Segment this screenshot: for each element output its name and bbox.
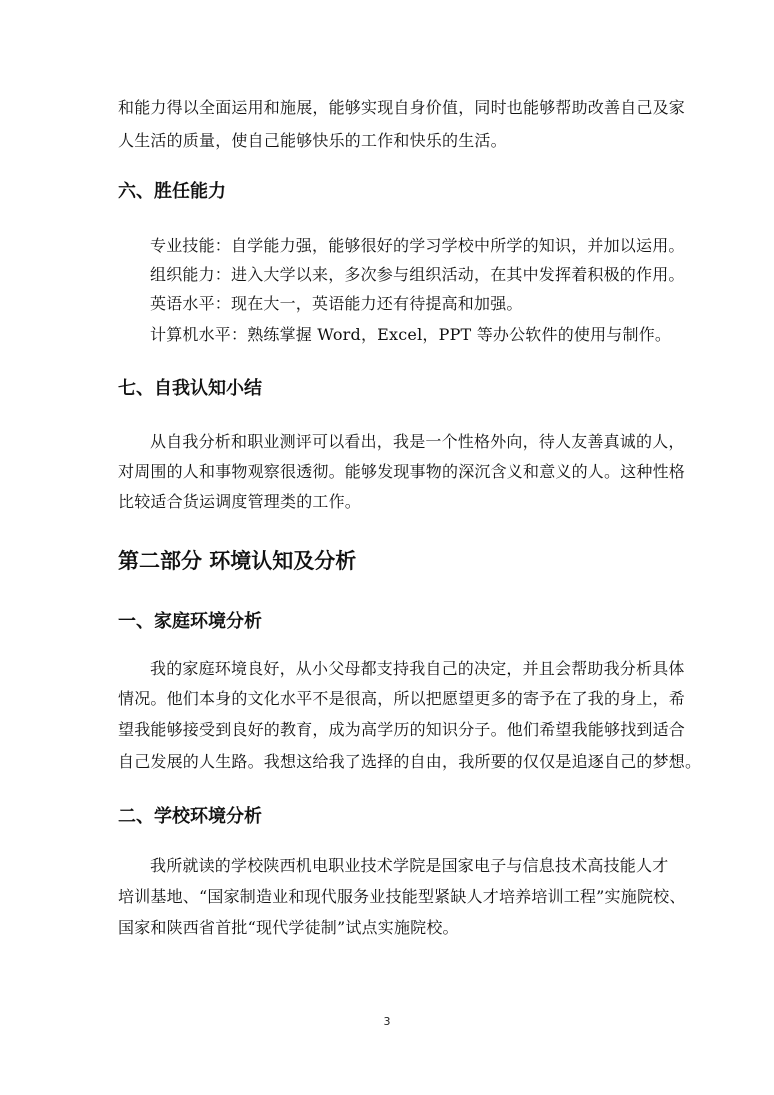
- paragraph-line: 人生活的质量，使自己能够快乐的工作和快乐的生活。: [118, 131, 507, 150]
- paragraph-line: 国家和陕西省首批“现代学徒制”试点实施院校。: [118, 918, 459, 937]
- list-item: 英语水平：现在大一，英语能力还有待提高和加强。: [150, 294, 523, 313]
- section-heading: 二、学校环境分析: [118, 806, 262, 827]
- list-item: 组织能力：进入大学以来，多次参与组织活动，在其中发挥着积极的作用。: [150, 265, 685, 284]
- paragraph-line: 和能力得以全面运用和施展，能够实现自身价值，同时也能够帮助改善自己及家: [118, 98, 686, 117]
- part-title: 第二部分 环境认知及分析: [118, 549, 357, 573]
- paragraph-line: 望我能够接受到良好的教育，成为高学历的知识分子。他们希望我能够找到适合: [118, 720, 686, 739]
- paragraph-line: 情况。他们本身的文化水平不是很高，所以把愿望更多的寄予在了我的身上，希: [118, 689, 686, 708]
- paragraph-line: 自己发展的人生路。我想这给我了选择的自由，我所要的仅仅是追逐自己的梦想。: [118, 752, 702, 771]
- list-item: 专业技能：自学能力强，能够很好的学习学校中所学的知识，并加以运用。: [150, 236, 685, 255]
- paragraph-line: 从自我分析和职业测评可以看出，我是一个性格外向，待人友善真诚的人，: [150, 432, 685, 451]
- paragraph-line: 比较适合货运调度管理类的工作。: [118, 492, 362, 511]
- section-heading: 六、胜任能力: [118, 181, 226, 202]
- page-number: 3: [383, 1015, 391, 1028]
- list-item: 计算机水平：熟练掌握 Word，Excel，PPT 等办公软件的使用与制作。: [150, 325, 672, 344]
- paragraph-line: 我所就读的学校陕西机电职业技术学院是国家电子与信息技术高技能人才: [150, 856, 669, 875]
- paragraph-line: 对周围的人和事物观察很透彻。能够发现事物的深沉含义和意义的人。这种性格: [118, 462, 686, 481]
- paragraph-line: 培训基地、“国家制造业和现代服务业技能型紧缺人才培养培训工程”实施院校、: [118, 887, 686, 906]
- paragraph-line: 我的家庭环境良好，从小父母都支持我自己的决定，并且会帮助我分析具体: [150, 659, 685, 678]
- section-heading: 一、家庭环境分析: [118, 611, 262, 632]
- section-heading: 七、自我认知小结: [118, 378, 262, 399]
